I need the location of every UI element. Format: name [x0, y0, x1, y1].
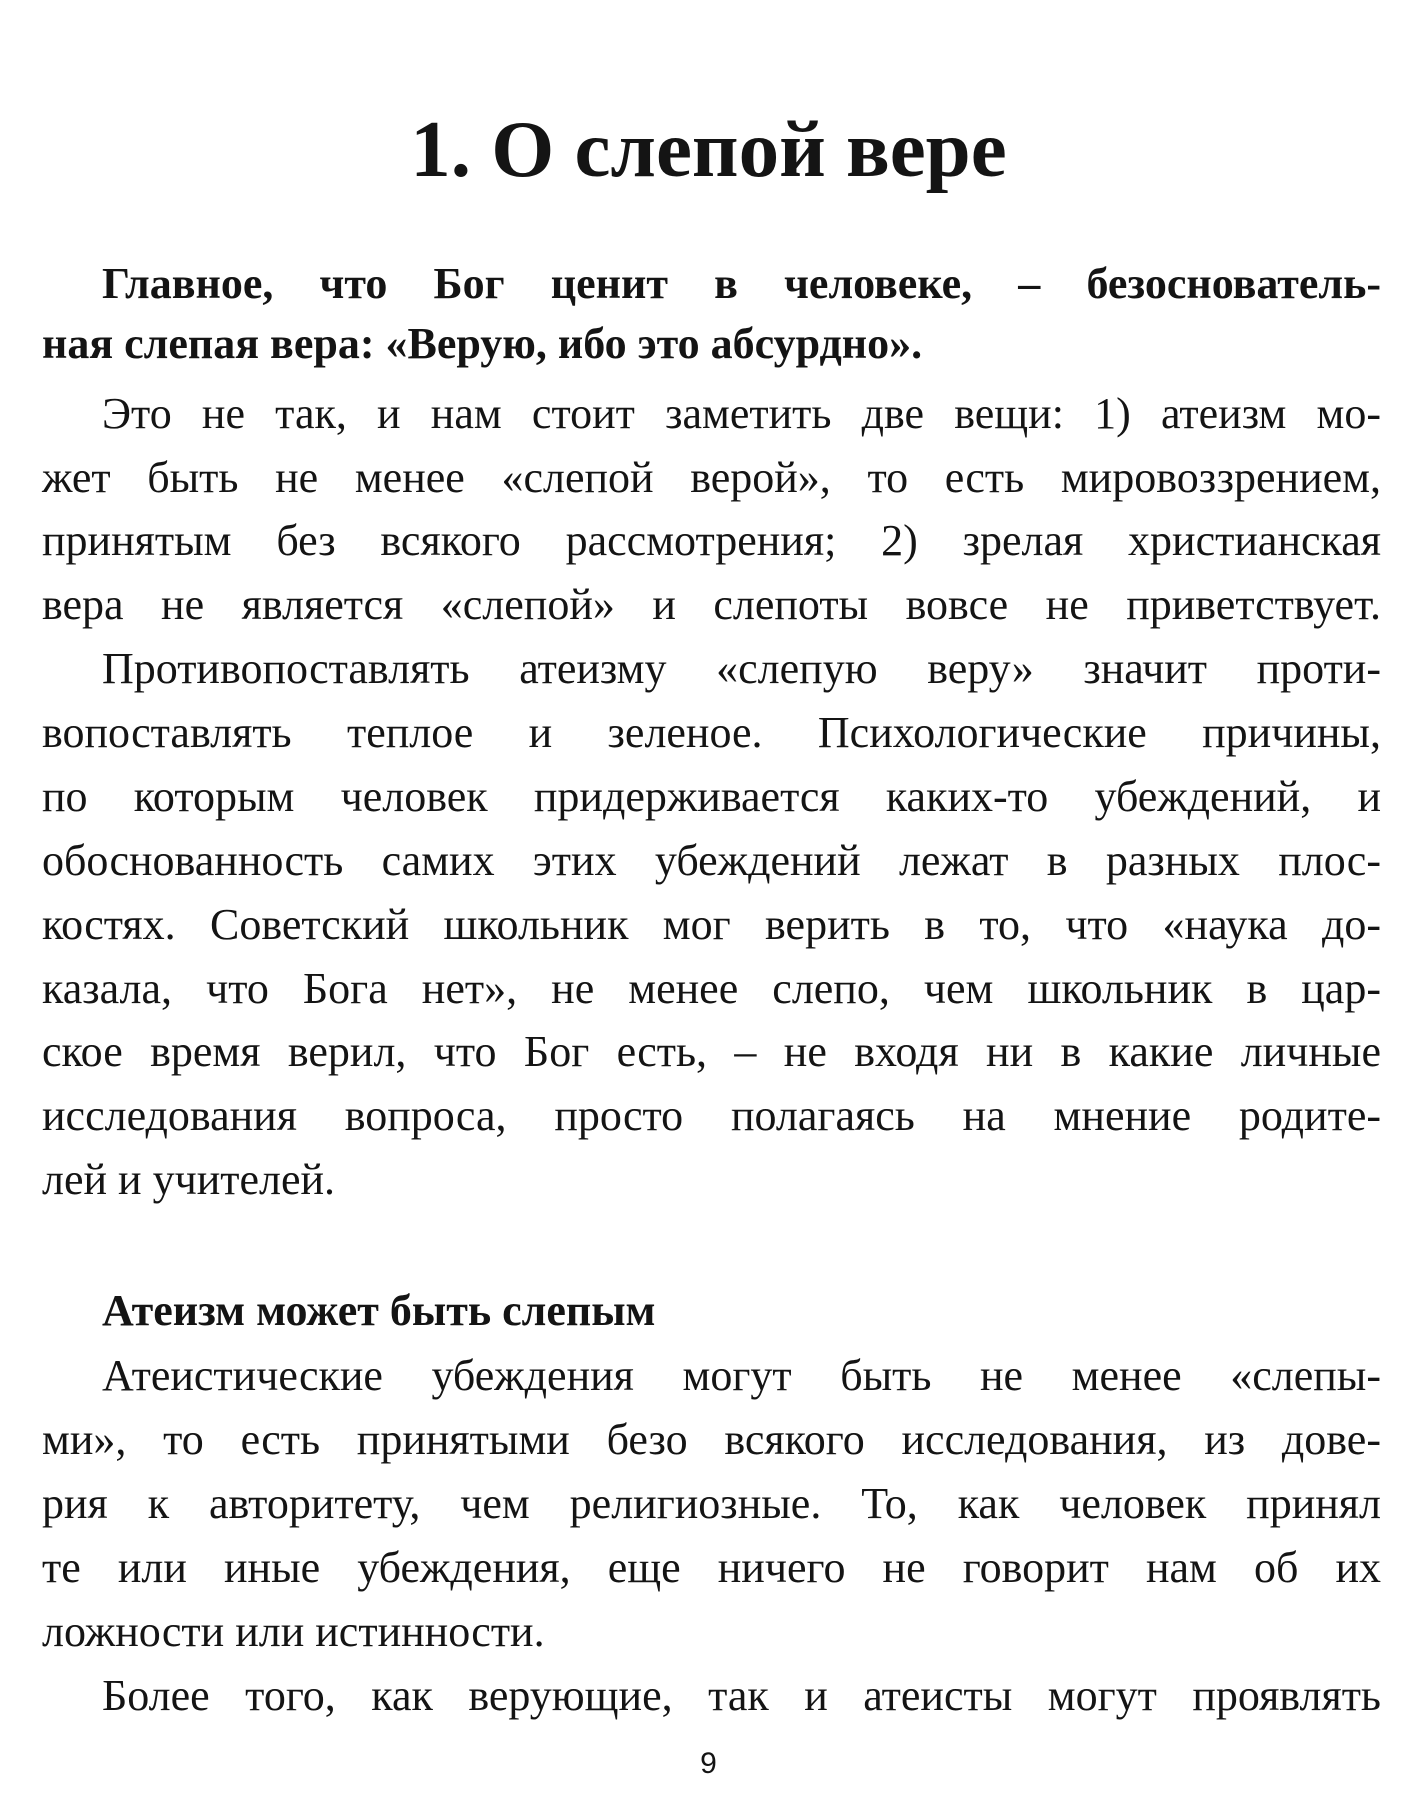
paragraph-line: исследования вопроса, просто полагаясь на мнение родите-	[42, 1091, 1381, 1140]
paragraph-line: обоснованность самих этих убеждений лежат в разных плос-	[42, 836, 1381, 885]
paragraph-line: казала, что Бога нет», не менее слепо, чем школьник в цар-	[42, 964, 1381, 1013]
paragraph-line: те или иные убеждения, еще ничего не говорит нам об их	[42, 1543, 1381, 1592]
paragraph-line: лей и учителей.	[42, 1155, 336, 1204]
lead-statement-line: Главное, что Бог ценит в человеке, – безоснователь-	[102, 259, 1381, 308]
page-number: 9	[700, 1747, 717, 1780]
paragraph-line: вера не является «слепой» и слепоты вовсе не приветствует.	[42, 580, 1381, 629]
paragraph-line: вопоставлять теплое и зеленое. Психологические причины,	[42, 708, 1381, 757]
paragraph-line: ское время верил, что Бог есть, – не входя ни в какие личные	[42, 1027, 1381, 1076]
paragraph-line: рия к авторитету, чем религиозные. То, как человек принял	[42, 1479, 1381, 1528]
chapter-title: 1. О слепой вере	[410, 104, 1007, 194]
paragraph-line: по которым человек придерживается каких-то убеждений, и	[42, 772, 1381, 821]
paragraph-line: ложности или истинности.	[42, 1607, 545, 1656]
paragraph-line: Более того, как верующие, так и атеисты могут проявлять	[102, 1671, 1381, 1720]
paragraph-line: принятым без всякого рассмотрения; 2) зрелая христианская	[42, 516, 1381, 565]
section-heading: Атеизм может быть слепым	[102, 1286, 656, 1335]
paragraph-line: ми», то есть принятыми безо всякого исследования, из дове-	[42, 1415, 1381, 1464]
paragraph-line: жет быть не менее «слепой верой», то есть мировоззрением,	[42, 453, 1381, 502]
lead-statement-line: ная слепая вера: «Верую, ибо это абсурдно».	[42, 319, 923, 368]
paragraph-line: Противопоставлять атеизму «слепую веру» значит проти-	[102, 644, 1381, 693]
paragraph-line: Атеистические убеждения могут быть не менее «слепы-	[102, 1351, 1381, 1400]
paragraph-line: костях. Советский школьник мог верить в то, что «наука до-	[42, 900, 1381, 949]
paragraph-line: Это не так, и нам стоит заметить две вещи: 1) атеизм мо-	[102, 389, 1381, 438]
